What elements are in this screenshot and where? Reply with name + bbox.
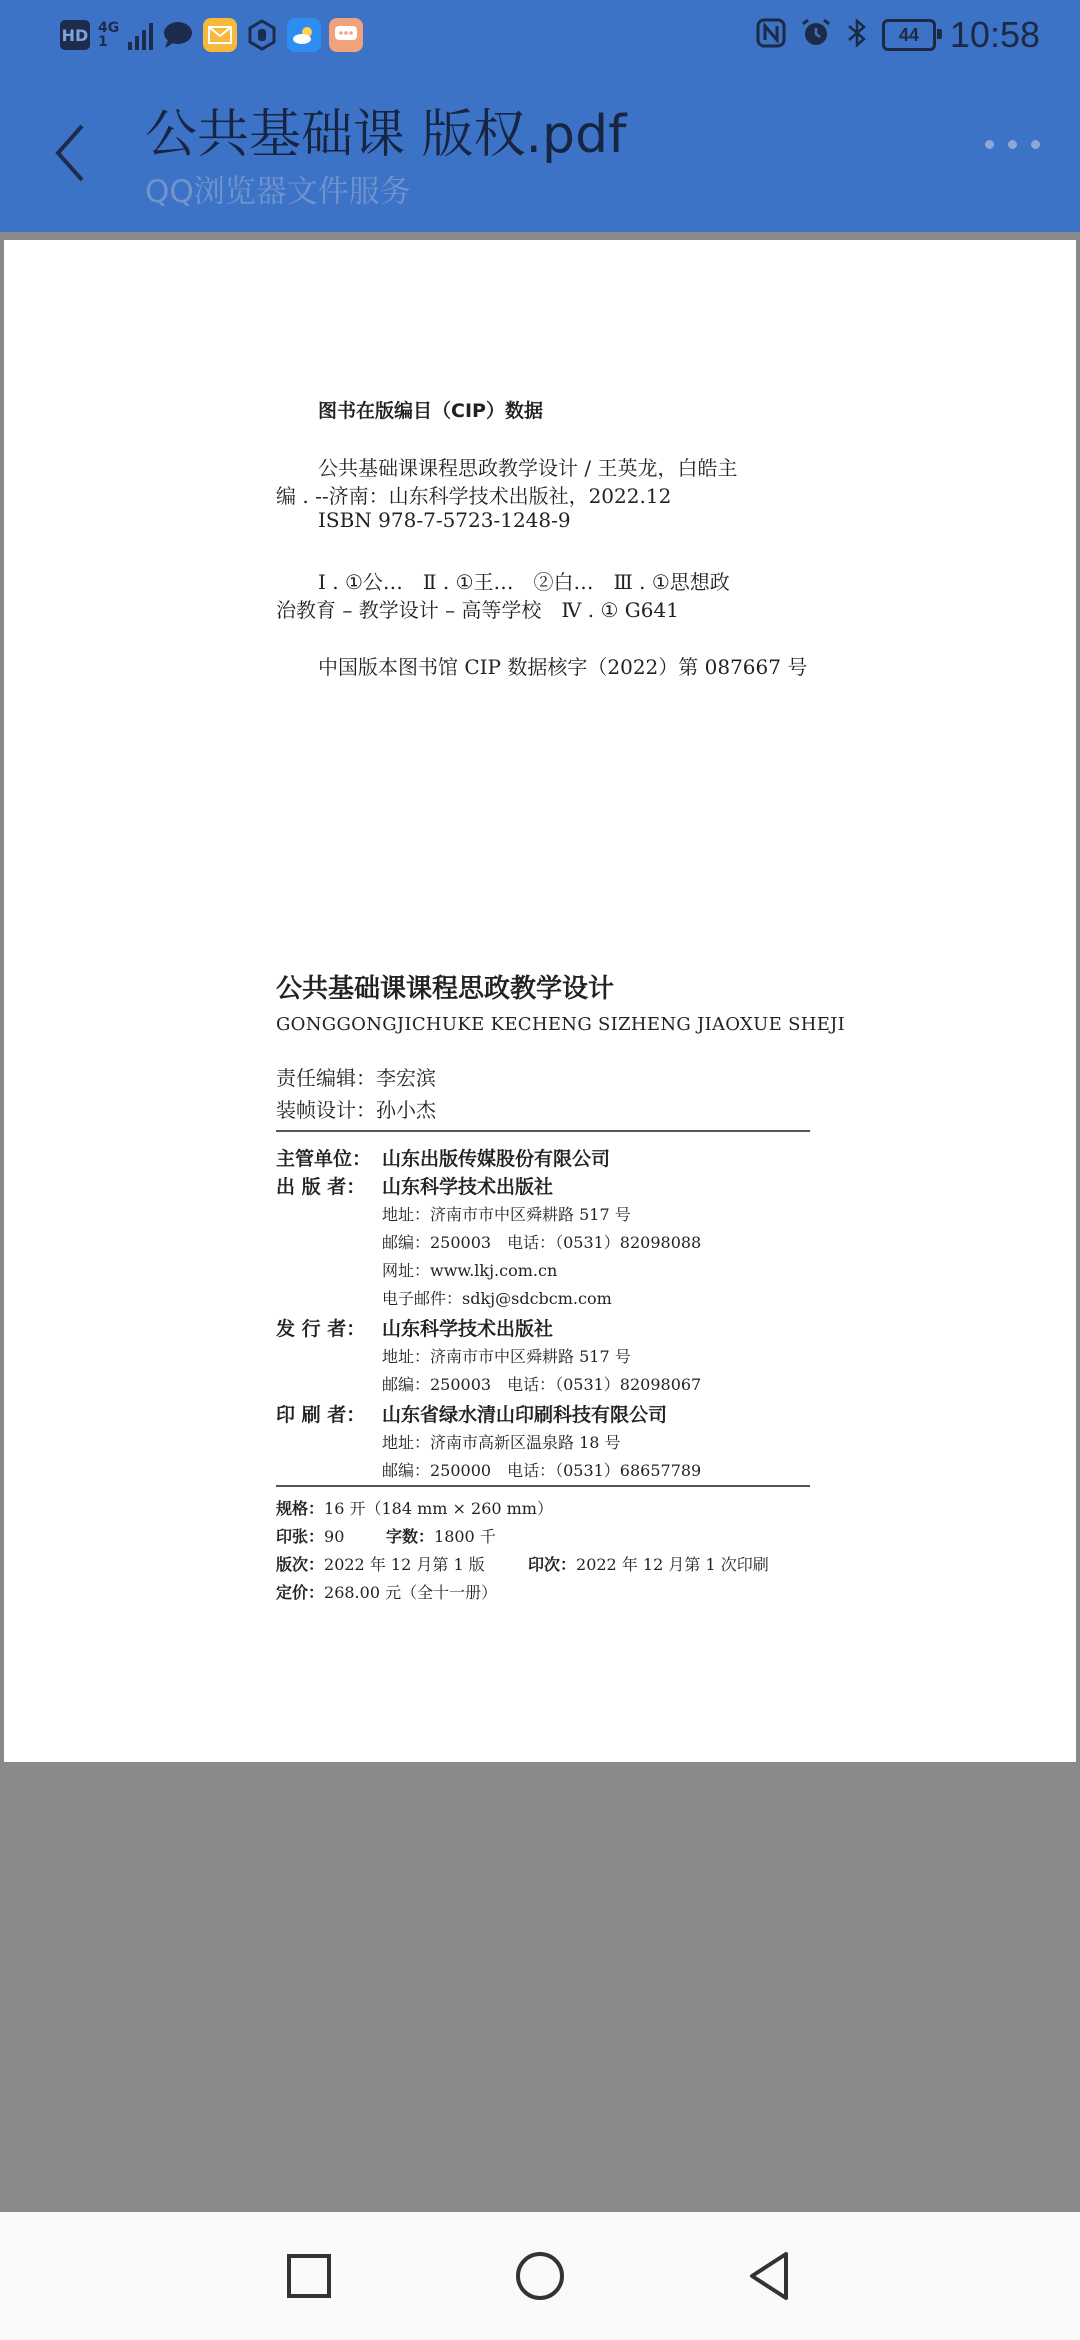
spec-label: 规格： (276, 1499, 325, 1518)
cip-line: 治教育 – 教学设计 – 高等学校 Ⅳ . ① G641 (276, 598, 679, 622)
cip-heading: 图书在版编目（CIP）数据 (318, 400, 543, 422)
divider (276, 1485, 810, 1487)
system-nav-bar (0, 2212, 1080, 2340)
distributor-value: 山东科学技术出版社 (382, 1318, 554, 1340)
price-label: 定价： (276, 1583, 325, 1602)
printing-label: 印次： (528, 1555, 577, 1574)
alarm-icon (800, 17, 832, 53)
hd-voice-icon: HD (60, 20, 90, 50)
sheets-label: 印张： (276, 1527, 325, 1546)
nfc-icon (756, 18, 786, 52)
page-title: 公共基础课 版权.pdf (145, 105, 627, 165)
status-time: 10:58 (949, 14, 1040, 55)
publisher-post: 邮编：250003 电话：（0531）82098088 (382, 1233, 702, 1252)
hand-badge-icon (245, 18, 279, 52)
price-value: 268.00 元（全十一册） (324, 1583, 498, 1602)
pdf-page[interactable] (4, 240, 1076, 1762)
publisher-address: 地址：济南市市中区舜耕路 517 号 (382, 1205, 631, 1224)
distributor-address: 地址：济南市市中区舜耕路 517 号 (382, 1347, 631, 1366)
edition-value: 2022 年 12 月第 1 版 (324, 1555, 485, 1574)
editor-line: 责任编辑：李宏滨 (276, 1066, 436, 1090)
sponsor-value: 山东出版传媒股份有限公司 (382, 1148, 611, 1170)
words-line (386, 1524, 496, 1547)
signal-icon (128, 20, 153, 50)
words-value: 1800 千 (434, 1527, 496, 1546)
chevron-left-icon (46, 120, 96, 186)
home-button[interactable] (514, 2250, 566, 2302)
designer-line: 装帧设计：孙小杰 (276, 1098, 436, 1122)
app-bar (0, 0, 1080, 232)
more-dot-icon (985, 140, 994, 149)
sheets-value: 90 (324, 1527, 345, 1546)
circle-icon (514, 2250, 566, 2302)
cip-line: 公共基础课课程思政教学设计 / 王英龙，白皓主 (318, 456, 738, 480)
printer-value: 山东省绿水清山印刷科技有限公司 (382, 1404, 668, 1426)
distributor-label: 发 行 者： (276, 1318, 366, 1340)
network-sub: 1 (98, 34, 108, 50)
printing-value: 2022 年 12 月第 1 次印刷 (576, 1555, 769, 1574)
divider (276, 1130, 810, 1132)
sponsor-label: 主管单位： (276, 1148, 372, 1170)
printer-address: 地址：济南市高新区温泉路 18 号 (382, 1433, 621, 1452)
status-bar (0, 0, 1080, 76)
spec-line (276, 1496, 553, 1519)
printer-label: 印 刷 者： (276, 1404, 366, 1426)
network-type (98, 21, 120, 49)
message-icon (329, 18, 363, 52)
status-right (756, 14, 1040, 56)
weather-icon (287, 18, 321, 52)
square-icon (283, 2250, 335, 2302)
triangle-back-icon (744, 2250, 796, 2302)
cip-line: 中国版本图书馆 CIP 数据核字（2022）第 087667 号 (318, 655, 808, 679)
cip-line: Ⅰ . ①公… Ⅱ . ①王… ②白… Ⅲ . ①思想政 (318, 570, 730, 594)
battery-icon: 44 (882, 19, 936, 51)
spec-value: 16 开（184 mm × 260 mm） (324, 1499, 553, 1518)
publisher-label: 出 版 者： (276, 1176, 366, 1198)
sheets-line (276, 1524, 344, 1547)
words-label: 字数： (386, 1527, 435, 1546)
back-nav-button[interactable] (744, 2250, 796, 2302)
recents-button[interactable] (283, 2250, 335, 2302)
edition-label: 版次： (276, 1555, 325, 1574)
cip-line: 编 . --济南：山东科学技术出版社，2022.12 (276, 484, 672, 508)
distributor-post: 邮编：250003 电话：（0531）82098067 (382, 1375, 702, 1394)
publisher-web: 网址：www.lkj.com.cn (382, 1261, 558, 1280)
bluetooth-icon (846, 17, 868, 53)
back-button[interactable] (46, 120, 96, 186)
mail-icon (203, 18, 237, 52)
publisher-value: 山东科学技术出版社 (382, 1176, 554, 1198)
page-subtitle: QQ浏览器文件服务 (145, 174, 411, 210)
publisher-email: 电子邮件：sdkj@sdcbcm.com (382, 1289, 612, 1308)
price-line (276, 1580, 497, 1603)
status-left (60, 18, 363, 52)
more-dot-icon (1008, 140, 1017, 149)
printer-post: 邮编：250000 电话：（0531）68657789 (382, 1461, 702, 1480)
more-options-button[interactable] (985, 140, 1040, 149)
network-label: 4G (98, 20, 120, 36)
cip-line: ISBN 978-7-5723-1248-9 (318, 508, 571, 532)
more-dot-icon (1031, 140, 1040, 149)
printing-line (528, 1552, 769, 1575)
book-pinyin: GONGGONGJICHUKE KECHENG SIZHENG JIAOXUE SHEJI (276, 1014, 846, 1035)
book-title: 公共基础课课程思政教学设计 (276, 974, 615, 1004)
edition-line (276, 1552, 485, 1575)
chat-bubble-icon (161, 18, 195, 52)
